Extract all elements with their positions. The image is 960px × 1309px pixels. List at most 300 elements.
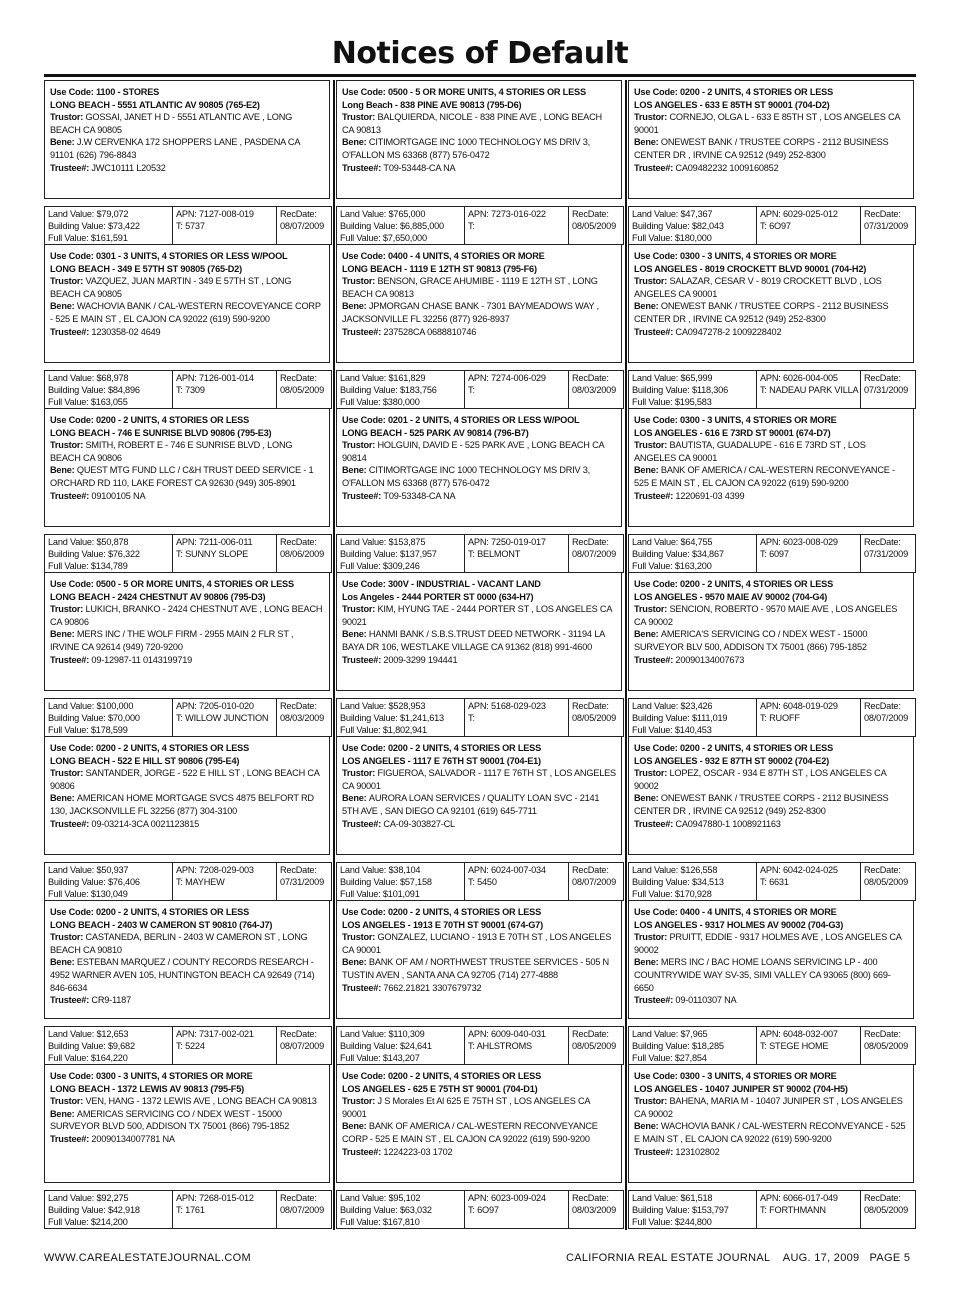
bene-value: BANK OF AMERICA / CAL-WESTERN RECONVEYANCE CORP - 525 E MAIN ST , EL CAJON CA 92022 (619) 590-9200 bbox=[342, 1121, 598, 1144]
full-value: $163,200 bbox=[674, 560, 712, 571]
value-cell bbox=[337, 1191, 465, 1228]
tract-label: T: bbox=[468, 548, 475, 559]
column-divider bbox=[333, 80, 335, 1230]
recdate-value: 08/07/2009 bbox=[572, 548, 616, 559]
value-table bbox=[336, 1190, 624, 1229]
value-cell bbox=[45, 1191, 173, 1228]
trustor-label: Trustor: bbox=[634, 1096, 670, 1107]
bene-value: AMERICAS SERVICING CO / NDEX WEST - 15000 SURVEYOR BLVD 500, ADDISON TX 75001 (866) 795-1852 bbox=[50, 1108, 290, 1132]
trustee-label: Trustee#: bbox=[50, 995, 92, 1006]
recdate-label: RecDate: bbox=[280, 537, 317, 547]
full-value: $167,810 bbox=[382, 1216, 420, 1227]
full-value: $130,049 bbox=[90, 888, 128, 899]
trustor-value: VEN, HANG - 1372 LEWIS AVE , LONG BEACH CA 90813 bbox=[85, 1096, 317, 1107]
use-code: Use Code: 300V - INDUSTRIAL - VACANT LAND bbox=[342, 579, 541, 589]
recdate-cell bbox=[569, 207, 623, 244]
trustor-label: Trustor: bbox=[342, 604, 378, 615]
property-address: LOS ANGELES - 9317 HOLMES AV 90002 (704-G3) bbox=[634, 919, 844, 930]
apn-value: 7317-002-021 bbox=[199, 1029, 254, 1039]
building-value-label: Building Value: bbox=[632, 1204, 692, 1215]
building-value-label: Building Value: bbox=[48, 548, 108, 559]
value-cell bbox=[629, 1027, 757, 1064]
bene-value: CITIMORTGAGE INC 1000 TECHNOLOGY MS DRIV 3, O'FALLON MS 63368 (877) 576-0472 bbox=[342, 137, 591, 160]
apn-cell bbox=[173, 1191, 277, 1228]
value-cell bbox=[629, 863, 757, 900]
property-address: LOS ANGELES - 932 E 87TH ST 90002 (704-E2) bbox=[634, 755, 829, 766]
notice-entry bbox=[336, 572, 624, 735]
building-value: $82,043 bbox=[691, 220, 724, 231]
notice-entry bbox=[44, 408, 332, 571]
notice-text-box bbox=[628, 80, 914, 199]
tract-label: T: bbox=[176, 548, 183, 559]
use-code: Use Code: 0500 - 5 OR MORE UNITS, 4 STORIES OR LESS bbox=[342, 87, 586, 97]
full-value-label: Full Value: bbox=[632, 232, 675, 243]
full-value: $7,650,000 bbox=[382, 232, 427, 243]
property-address: LOS ANGELES - 10407 JUNIPER ST 90002 (704-H5) bbox=[634, 1083, 848, 1094]
land-value: $161,829 bbox=[388, 373, 426, 383]
trustor-value: CORNEJO, OLGA L - 633 E 85TH ST , LOS ANGELES CA 90001 bbox=[634, 112, 900, 135]
recdate-value: 08/05/2009 bbox=[572, 220, 616, 231]
bene-value: HANMI BANK / S.B.S.TRUST DEED NETWORK - 31194 LA BAYA DR 106, WESTLAKE VILLAGE CA 91362 (818) 991-4600 bbox=[342, 629, 605, 652]
value-cell bbox=[45, 699, 173, 736]
tract-value: SUNNY SLOPE bbox=[182, 548, 249, 559]
land-value-label: Land Value: bbox=[48, 1193, 97, 1203]
tract-label: T: bbox=[760, 548, 767, 559]
trustor-value: BAUTISTA, GUADALUPE - 616 E 73RD ST , LOS ANGELES CA 90001 bbox=[634, 440, 866, 463]
property-address: LOS ANGELES - 1913 E 70TH ST 90001 (674-G7) bbox=[342, 919, 543, 930]
tract-value: NADEAU PARK VILLA bbox=[766, 384, 859, 395]
trustor-value: CASTANEDA, BERLIN - 2403 W CAMERON ST , LONG BEACH CA 90810 bbox=[50, 932, 308, 955]
notice-entry bbox=[336, 244, 624, 407]
bene-label: Bene: bbox=[634, 465, 661, 476]
apn-label: APN: bbox=[176, 701, 199, 711]
value-table bbox=[44, 534, 332, 573]
full-value: $244,800 bbox=[674, 1216, 712, 1227]
tract-value: 6O97 bbox=[474, 1204, 499, 1215]
value-cell bbox=[45, 863, 173, 900]
use-code: Use Code: 1100 - STORES bbox=[50, 87, 160, 97]
trustor-value: KIM, HYUNG TAE - 2444 PORTER ST , LOS ANGELES CA 90021 bbox=[342, 604, 612, 627]
apn-label: APN: bbox=[760, 373, 783, 383]
building-value: $183,756 bbox=[399, 384, 437, 395]
apn-value: 6029-025-012 bbox=[783, 209, 838, 219]
apn-label: APN: bbox=[176, 537, 199, 547]
trustor-label: Trustor: bbox=[634, 112, 670, 123]
use-code: Use Code: 0200 - 2 UNITS, 4 STORIES OR LESS bbox=[50, 743, 250, 753]
trustor-label: Trustor: bbox=[342, 440, 378, 451]
value-table bbox=[628, 698, 916, 737]
apn-cell bbox=[757, 1191, 861, 1228]
value-table bbox=[44, 206, 332, 245]
trustee-label: Trustee#: bbox=[50, 162, 92, 173]
trustee-label: Trustee#: bbox=[634, 326, 676, 337]
apn-value: 7250-019-017 bbox=[491, 537, 546, 547]
recdate-value: 07/31/2009 bbox=[280, 876, 324, 887]
building-value: $73,422 bbox=[107, 220, 140, 231]
building-value: $153,797 bbox=[691, 1204, 729, 1215]
full-value: $214,200 bbox=[90, 1216, 128, 1227]
bene-value: ONEWEST BANK / TRUSTEE CORPS - 2112 BUSINESS CENTER DR , IRVINE CA 92512 (949) 252-8300 bbox=[634, 793, 889, 816]
trustee-value: 09-0110307 NA bbox=[675, 995, 737, 1006]
apn-label: APN: bbox=[760, 1193, 783, 1203]
tract-value: 6631 bbox=[766, 876, 789, 887]
recdate-label: RecDate: bbox=[280, 701, 317, 711]
value-cell bbox=[337, 699, 465, 736]
building-value-label: Building Value: bbox=[632, 712, 692, 723]
trustee-label: Trustee#: bbox=[634, 654, 676, 665]
trustor-label: Trustor: bbox=[342, 768, 378, 779]
value-cell bbox=[45, 207, 173, 244]
trustee-value: 09-03214-3CA 0021123815 bbox=[91, 818, 200, 829]
apn-cell bbox=[173, 1027, 277, 1064]
trustor-value: J S Morales Et Al 625 E 75TH ST , LOS ANGELES CA 90001 bbox=[342, 1096, 590, 1119]
page-title: Notices of Default bbox=[331, 36, 629, 71]
apn-cell bbox=[465, 863, 569, 900]
land-value: $126,558 bbox=[680, 865, 718, 875]
notice-text-box bbox=[44, 244, 330, 363]
property-address: Long Beach - 838 PINE AVE 90813 (795-D6) bbox=[342, 99, 522, 110]
notice-text-box bbox=[628, 572, 914, 691]
notice-entry bbox=[336, 408, 624, 571]
value-cell bbox=[337, 207, 465, 244]
value-table bbox=[44, 1026, 332, 1065]
tract-value: 5224 bbox=[182, 1040, 205, 1051]
trustee-label: Trustee#: bbox=[50, 1133, 92, 1144]
full-value: $309,246 bbox=[382, 560, 420, 571]
building-value-label: Building Value: bbox=[340, 1204, 400, 1215]
notice-entry bbox=[44, 572, 332, 735]
value-cell bbox=[337, 535, 465, 572]
land-value-label: Land Value: bbox=[48, 865, 97, 875]
value-table bbox=[336, 206, 624, 245]
bene-value: CITIMORTGAGE INC 1000 TECHNOLOGY MS DRIV 3, O'FALLON MS 63368 (877) 576-0472 bbox=[342, 465, 591, 488]
recdate-value: 08/07/2009 bbox=[572, 876, 616, 887]
recdate-label: RecDate: bbox=[864, 865, 901, 875]
bene-label: Bene: bbox=[634, 629, 661, 640]
tract-label: T: bbox=[468, 712, 475, 723]
value-cell bbox=[337, 863, 465, 900]
tract-value: 1761 bbox=[182, 1204, 205, 1215]
apn-value: 6066-017-049 bbox=[783, 1193, 838, 1203]
full-value: $164,220 bbox=[90, 1052, 128, 1063]
property-address: LONG BEACH - 2424 CHESTNUT AV 90806 (795-D3) bbox=[50, 591, 266, 602]
bene-label: Bene: bbox=[342, 957, 369, 968]
recdate-label: RecDate: bbox=[572, 865, 609, 875]
apn-label: APN: bbox=[468, 865, 491, 875]
trustee-label: Trustee#: bbox=[342, 654, 384, 665]
use-code: Use Code: 0200 - 2 UNITS, 4 STORIES OR LESS bbox=[342, 743, 542, 753]
recdate-cell bbox=[277, 863, 331, 900]
recdate-value: 08/05/2009 bbox=[572, 712, 616, 723]
tract-label: T: bbox=[760, 876, 767, 887]
land-value-label: Land Value: bbox=[48, 1029, 97, 1039]
bene-label: Bene: bbox=[634, 1121, 661, 1132]
recdate-label: RecDate: bbox=[280, 1029, 317, 1039]
building-value-label: Building Value: bbox=[632, 1040, 692, 1051]
bene-label: Bene: bbox=[50, 301, 77, 312]
trustor-label: Trustor: bbox=[634, 932, 670, 943]
bene-label: Bene: bbox=[342, 465, 369, 476]
bene-value: ONEWEST BANK / TRUSTEE CORPS - 2112 BUSINESS CENTER DR , IRVINE CA 92512 (949) 252-8300 bbox=[634, 301, 889, 324]
notice-text-box bbox=[628, 900, 914, 1019]
building-value: $70,000 bbox=[107, 712, 140, 723]
land-value-label: Land Value: bbox=[48, 209, 97, 219]
use-code: Use Code: 0200 - 2 UNITS, 4 STORIES OR LESS bbox=[342, 907, 542, 917]
property-address: LONG BEACH - 1372 LEWIS AV 90813 (795-F5) bbox=[50, 1083, 244, 1094]
apn-value: 6048-032-007 bbox=[783, 1029, 838, 1039]
trustor-value: FIGUEROA, SALVADOR - 1117 E 76TH ST , LOS ANGELES CA 90001 bbox=[342, 768, 616, 791]
land-value-label: Land Value: bbox=[632, 701, 681, 711]
recdate-cell bbox=[861, 1191, 915, 1228]
land-value: $765,000 bbox=[388, 209, 426, 219]
full-value: $161,591 bbox=[90, 232, 128, 243]
property-address: LONG BEACH - 1119 E 12TH ST 90813 (795-F6) bbox=[342, 263, 537, 274]
full-value-label: Full Value: bbox=[48, 1216, 91, 1227]
tract-label: T: bbox=[176, 220, 183, 231]
notice-entry bbox=[336, 80, 624, 243]
full-value-label: Full Value: bbox=[340, 232, 383, 243]
recdate-cell bbox=[569, 371, 623, 408]
recdate-value: 07/31/2009 bbox=[864, 548, 908, 559]
apn-label: APN: bbox=[760, 209, 783, 219]
full-value-label: Full Value: bbox=[632, 1052, 675, 1063]
building-value-label: Building Value: bbox=[632, 220, 692, 231]
notice-entry bbox=[44, 1064, 332, 1227]
trustee-label: Trustee#: bbox=[342, 326, 384, 337]
apn-value: 6023-009-024 bbox=[491, 1193, 546, 1203]
recdate-label: RecDate: bbox=[864, 701, 901, 711]
building-value: $137,957 bbox=[399, 548, 437, 559]
apn-cell bbox=[757, 1027, 861, 1064]
tract-value: 6O97 bbox=[766, 220, 791, 231]
trustor-value: PRUITT, EDDIE - 9317 HOLMES AVE , LOS ANGELES CA 90002 bbox=[634, 932, 902, 955]
bene-label: Bene: bbox=[50, 465, 77, 476]
recdate-value: 08/05/2009 bbox=[864, 1040, 908, 1051]
tract-label: T: bbox=[760, 220, 767, 231]
notice-text-box bbox=[44, 408, 330, 527]
full-value-label: Full Value: bbox=[340, 888, 383, 899]
recdate-value: 08/07/2009 bbox=[280, 220, 324, 231]
trustee-label: Trustee#: bbox=[634, 490, 676, 501]
recdate-label: RecDate: bbox=[280, 1193, 317, 1203]
bene-label: Bene: bbox=[50, 629, 77, 640]
tract-label: T: bbox=[468, 220, 475, 231]
recdate-cell bbox=[861, 207, 915, 244]
tract-value: 6097 bbox=[766, 548, 789, 559]
bene-value: BANK OF AM / NORTHWEST TRUSTEE SERVICES - 505 N TUSTIN AVEN , SANTA ANA CA 92705 (714) 277-4888 bbox=[342, 957, 609, 980]
column-divider bbox=[625, 80, 627, 1230]
recdate-value: 08/05/2009 bbox=[864, 1204, 908, 1215]
tract-label: T: bbox=[468, 1204, 475, 1215]
apn-cell bbox=[757, 207, 861, 244]
tract-label: T: bbox=[176, 1204, 183, 1215]
full-value: $143,207 bbox=[382, 1052, 420, 1063]
land-value: $50,878 bbox=[96, 537, 129, 547]
apn-value: 7274-006-029 bbox=[491, 373, 546, 383]
land-value-label: Land Value: bbox=[340, 537, 389, 547]
building-value-label: Building Value: bbox=[340, 1040, 400, 1051]
value-cell bbox=[629, 1191, 757, 1228]
bene-label: Bene: bbox=[342, 629, 369, 640]
full-value-label: Full Value: bbox=[632, 888, 675, 899]
apn-cell bbox=[465, 1191, 569, 1228]
value-cell bbox=[629, 371, 757, 408]
footer-publication: CALIFORNIA REAL ESTATE JOURNAL AUG. 17, 2009 PAGE 5 bbox=[566, 1252, 911, 1264]
value-table bbox=[44, 698, 332, 737]
property-address: LOS ANGELES - 8019 CROCKETT BLVD 90001 (704-H2) bbox=[634, 263, 867, 274]
apn-cell bbox=[465, 371, 569, 408]
apn-cell bbox=[757, 699, 861, 736]
value-cell bbox=[337, 1027, 465, 1064]
trustor-value: LOPEZ, OSCAR - 934 E 87TH ST , LOS ANGELES CA 90002 bbox=[634, 768, 886, 791]
apn-cell bbox=[757, 535, 861, 572]
use-code: Use Code: 0300 - 3 UNITS, 4 STORIES OR MORE bbox=[50, 1071, 253, 1081]
recdate-label: RecDate: bbox=[280, 373, 317, 383]
trustor-value: SMITH, ROBERT E - 746 E SUNRISE BLVD , LONG BEACH CA 90806 bbox=[50, 440, 293, 463]
land-value-label: Land Value: bbox=[340, 1029, 389, 1039]
tract-value: FORTHMANN bbox=[766, 1204, 826, 1215]
trustor-label: Trustor: bbox=[50, 604, 86, 615]
trustor-value: BALQUIERDA, NICOLE - 838 PINE AVE , LONG BEACH CA 90813 bbox=[342, 112, 602, 135]
building-value: $76,322 bbox=[107, 548, 140, 559]
land-value-label: Land Value: bbox=[340, 1193, 389, 1203]
bene-value: WACHOVIA BANK / CAL-WESTERN RECONVEYANCE - 525 E MAIN ST , EL CAJON CA 92022 (619) 590-9200 bbox=[634, 1121, 906, 1144]
value-table bbox=[336, 698, 624, 737]
recdate-cell bbox=[861, 863, 915, 900]
recdate-label: RecDate: bbox=[864, 537, 901, 547]
full-value: $140,453 bbox=[674, 724, 712, 735]
tract-value: AHLSTROMS bbox=[474, 1040, 532, 1051]
notice-entry bbox=[44, 900, 332, 1063]
trustor-value: BAHENA, MARIA M - 10407 JUNIPER ST , LOS ANGELES CA 90002 bbox=[634, 1096, 903, 1119]
value-table bbox=[44, 862, 332, 901]
tract-label: T: bbox=[176, 712, 183, 723]
recdate-value: 07/31/2009 bbox=[864, 220, 908, 231]
property-address: LOS ANGELES - 1117 E 76TH ST 90001 (704-E1) bbox=[342, 755, 541, 766]
bene-value: WACHOVIA BANK / CAL-WESTERN RECOVEYANCE CORP - 525 E MAIN ST , EL CAJON CA 92022 (619) 590-9200 bbox=[50, 301, 321, 324]
building-value: $24,641 bbox=[399, 1040, 432, 1051]
tract-value: RUOFF bbox=[766, 712, 800, 723]
land-value: $79,072 bbox=[96, 209, 129, 219]
trustor-label: Trustor: bbox=[50, 768, 86, 779]
land-value: $68,978 bbox=[96, 373, 129, 383]
property-address: LOS ANGELES - 616 E 73RD ST 90001 (674-D7) bbox=[634, 427, 831, 438]
full-value-label: Full Value: bbox=[340, 1216, 383, 1227]
trustor-value: GONZALEZ, LUCIANO - 1913 E 70TH ST , LOS ANGELES CA 90001 bbox=[342, 932, 612, 955]
bene-label: Bene: bbox=[342, 793, 369, 804]
recdate-label: RecDate: bbox=[864, 209, 901, 219]
trustor-value: SENCION, ROBERTO - 9570 MAIE AVE , LOS ANGELES CA 90002 bbox=[634, 604, 898, 627]
apn-label: APN: bbox=[176, 865, 199, 875]
apn-value: 7126-001-014 bbox=[199, 373, 254, 383]
trustor-label: Trustor: bbox=[342, 932, 378, 943]
tract-label: T: bbox=[468, 876, 475, 887]
use-code: Use Code: 0200 - 2 UNITS, 4 STORIES OR LESS bbox=[634, 87, 834, 97]
land-value: $92,275 bbox=[96, 1193, 129, 1203]
land-value: $153,875 bbox=[388, 537, 426, 547]
trustee-value: 20090134007781 NA bbox=[91, 1133, 175, 1144]
notice-entry bbox=[44, 736, 332, 899]
building-value-label: Building Value: bbox=[340, 876, 400, 887]
bene-value: QUEST MTG FUND LLC / C&H TRUST DEED SERVICE - 1 ORCHARD RD 110, LAKE FOREST CA 92630 (949) 305-8901 bbox=[50, 465, 314, 488]
tract-label: T: bbox=[176, 876, 183, 887]
full-value-label: Full Value: bbox=[340, 1052, 383, 1063]
recdate-cell bbox=[861, 1027, 915, 1064]
value-table bbox=[336, 370, 624, 409]
property-address: LOS ANGELES - 625 E 75TH ST 90001 (704-D1) bbox=[342, 1083, 538, 1094]
bene-label: Bene: bbox=[50, 1108, 77, 1119]
notice-text-box bbox=[44, 572, 330, 691]
land-value: $12,653 bbox=[96, 1029, 129, 1039]
trustee-label: Trustee#: bbox=[342, 818, 384, 829]
notice-entry bbox=[628, 1064, 916, 1227]
trustee-value: 1230358-02 4649 bbox=[91, 326, 161, 337]
recdate-value: 08/07/2009 bbox=[280, 1040, 324, 1051]
trustee-label: Trustee#: bbox=[342, 982, 384, 993]
full-value-label: Full Value: bbox=[48, 396, 91, 407]
tract-value: 5737 bbox=[182, 220, 205, 231]
property-address: LONG BEACH - 5551 ATLANTIC AV 90805 (765-E2) bbox=[50, 99, 260, 110]
use-code: Use Code: 0200 - 2 UNITS, 4 STORIES OR LESS bbox=[50, 415, 250, 425]
apn-cell bbox=[465, 535, 569, 572]
value-table bbox=[336, 862, 624, 901]
tract-label: T: bbox=[760, 384, 767, 395]
notice-entry bbox=[44, 244, 332, 407]
building-value-label: Building Value: bbox=[340, 548, 400, 559]
recdate-cell bbox=[277, 371, 331, 408]
trustee-label: Trustee#: bbox=[634, 818, 676, 829]
recdate-label: RecDate: bbox=[864, 1029, 901, 1039]
land-value: $50,937 bbox=[96, 865, 129, 875]
apn-value: 5168-029-023 bbox=[491, 701, 546, 711]
building-value-label: Building Value: bbox=[48, 220, 108, 231]
trustee-value: 09100105 NA bbox=[91, 490, 146, 501]
notice-text-box bbox=[336, 244, 622, 363]
use-code: Use Code: 0200 - 2 UNITS, 4 STORIES OR LESS bbox=[50, 907, 250, 917]
recdate-label: RecDate: bbox=[572, 537, 609, 547]
trustor-value: SANTANDER, JORGE - 522 E HILL ST , LONG BEACH CA 90806 bbox=[50, 768, 320, 791]
value-table bbox=[628, 370, 916, 409]
full-value-label: Full Value: bbox=[48, 1052, 91, 1063]
apn-cell bbox=[465, 699, 569, 736]
trustee-value: T09-53448-CA NA bbox=[383, 162, 456, 173]
recdate-cell bbox=[277, 1027, 331, 1064]
tract-value: MAYHEW bbox=[182, 876, 225, 887]
building-value-label: Building Value: bbox=[340, 384, 400, 395]
land-value-label: Land Value: bbox=[632, 865, 681, 875]
trustor-label: Trustor: bbox=[50, 440, 86, 451]
recdate-value: 08/05/2009 bbox=[572, 1040, 616, 1051]
trustee-label: Trustee#: bbox=[342, 162, 384, 173]
trustee-label: Trustee#: bbox=[634, 162, 676, 173]
apn-label: APN: bbox=[760, 1029, 783, 1039]
land-value-label: Land Value: bbox=[48, 373, 97, 383]
property-address: LONG BEACH - 2403 W CAMERON ST 90810 (764-J7) bbox=[50, 919, 273, 930]
property-address: LONG BEACH - 525 PARK AV 90814 (796-B7) bbox=[342, 427, 529, 438]
value-table bbox=[336, 534, 624, 573]
trustee-value: CA09482232 1009160852 bbox=[675, 162, 779, 173]
trustor-value: BENSON, GRACE AHUMIBE - 1119 E 12TH ST , LONG BEACH CA 90813 bbox=[342, 276, 598, 299]
apn-label: APN: bbox=[176, 373, 199, 383]
value-table bbox=[628, 1026, 916, 1065]
recdate-cell bbox=[861, 371, 915, 408]
building-value: $84,896 bbox=[107, 384, 140, 395]
full-value: $180,000 bbox=[674, 232, 712, 243]
land-value-label: Land Value: bbox=[632, 1029, 681, 1039]
use-code: Use Code: 0500 - 5 OR MORE UNITS, 4 STORIES OR LESS bbox=[50, 579, 294, 589]
land-value: $64,755 bbox=[680, 537, 713, 547]
full-value-label: Full Value: bbox=[632, 396, 675, 407]
